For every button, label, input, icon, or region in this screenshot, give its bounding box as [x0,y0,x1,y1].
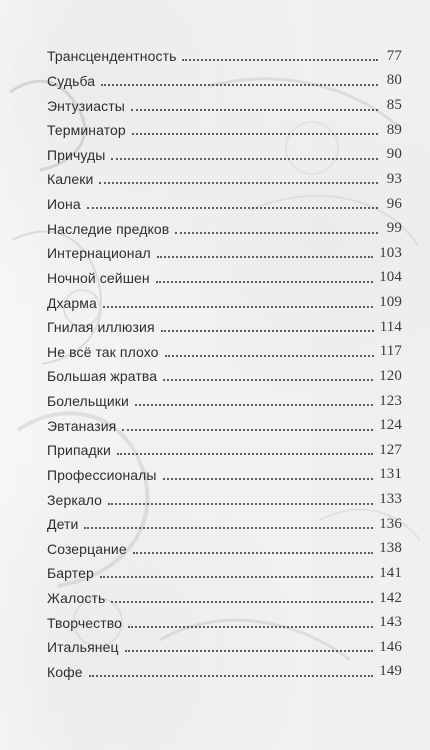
dot-leader [163,379,373,381]
toc-entry-title: Дети [47,516,79,533]
toc-entry[interactable] [47,192,402,217]
toc-entry-page-number: 141 [379,564,402,581]
toc-entry[interactable] [47,266,402,291]
toc-entry-title: Иона [47,196,81,213]
toc-entry-page-number: 109 [379,294,402,311]
table-of-contents [47,44,402,684]
toc-entry-page-number: 114 [379,318,402,335]
toc-entry-title: Гнилая иллюзия [47,319,155,336]
toc-entry-title: Причуды [47,146,106,163]
toc-entry[interactable] [47,610,402,635]
toc-entry-title: Итальянец [47,639,119,656]
toc-entry[interactable] [47,44,402,69]
toc-entry[interactable] [47,561,402,586]
toc-entry[interactable] [47,315,402,340]
toc-entry-title: Профессионалы [47,466,157,483]
toc-entry-page-number: 103 [379,244,402,261]
toc-entry[interactable] [47,487,402,512]
toc-entry-page-number: 96 [386,195,402,212]
toc-entry[interactable] [47,167,402,192]
toc-entry-page-number: 93 [386,170,402,187]
toc-entry-page-number: 149 [379,663,402,680]
dot-leader [99,182,378,184]
toc-entry-page-number: 131 [379,466,402,483]
toc-entry-page-number: 142 [379,589,402,606]
toc-entry-title: Терминатор [47,122,126,139]
toc-entry-title: Трансцендентность [47,48,177,65]
toc-entry-title: Ночной сейшен [47,269,150,286]
dot-leader [128,626,373,628]
toc-entry[interactable] [47,143,402,168]
toc-entry-page-number: 89 [386,121,402,138]
dot-leader [111,601,373,603]
dot-leader [89,675,374,677]
toc-entry-page-number: 117 [379,343,402,360]
toc-entry-page-number: 85 [386,97,402,114]
toc-entry-page-number: 80 [386,72,402,89]
toc-entry-title: Болельщики [47,393,129,410]
toc-entry[interactable] [47,340,402,365]
toc-entry-title: Припадки [47,442,111,459]
toc-entry-title: Не всё так плохо [47,343,159,360]
toc-entry[interactable] [47,413,402,438]
toc-entry[interactable] [47,438,402,463]
dot-leader [117,453,373,455]
dot-leader [111,158,378,160]
toc-entry-page-number: 127 [379,441,402,458]
toc-entry-page-number: 124 [379,417,402,434]
toc-entry[interactable] [47,512,402,537]
toc-entry[interactable] [47,586,402,611]
dot-leader [161,330,374,332]
dot-leader [132,133,378,135]
toc-entry[interactable] [47,216,402,241]
dot-leader [135,404,373,406]
toc-entry-page-number: 120 [379,367,402,384]
dot-leader [163,478,374,480]
toc-entry-page-number: 99 [386,220,402,237]
toc-entry-title: Жалость [47,590,106,607]
toc-entry-title: Созерцание [47,540,127,557]
dot-leader [131,109,378,111]
toc-entry-page-number: 138 [379,540,402,557]
toc-entry-page-number: 77 [386,47,402,64]
toc-entry-title: Зеркало [47,491,103,508]
dot-leader [133,552,373,554]
toc-entry[interactable] [47,69,402,94]
toc-entry-title: Большая жратва [47,368,158,385]
dot-leader [108,503,373,505]
toc-entry-title: Дхарма [47,294,97,311]
dot-leader [165,355,374,357]
toc-entry[interactable] [47,364,402,389]
dot-leader [122,429,373,431]
dot-leader [87,207,378,209]
toc-entry-page-number: 143 [379,614,402,631]
toc-entry-page-number: 136 [379,515,402,532]
toc-entry-title: Энтузиасты [47,97,125,114]
dot-leader [84,527,373,529]
dot-leader [125,650,374,652]
dot-leader [156,281,373,283]
dot-leader [157,256,373,258]
toc-entry-page-number: 133 [379,491,402,508]
dot-leader [103,306,373,308]
toc-entry[interactable] [47,290,402,315]
toc-entry-title: Кофе [47,663,83,680]
toc-entry-title: Интернационал [47,245,151,262]
toc-entry-page-number: 104 [379,269,402,286]
dot-leader [101,84,378,86]
toc-entry-title: Наследие предков [47,220,170,237]
toc-entry[interactable] [47,93,402,118]
toc-entry-page-number: 146 [379,638,402,655]
toc-entry[interactable] [47,118,402,143]
toc-entry-title: Творчество [47,614,123,631]
toc-entry-title: Калеки [47,171,94,188]
toc-entry-title: Эвтаназия [47,417,117,434]
toc-entry-page-number: 123 [379,392,402,409]
toc-entry[interactable] [47,635,402,660]
toc-entry[interactable] [47,463,402,488]
toc-entry[interactable] [47,660,402,685]
dot-leader [175,232,378,234]
toc-entry-page-number: 90 [386,146,402,163]
toc-entry-title: Бартер [47,565,94,582]
toc-entry[interactable] [47,389,402,414]
toc-entry[interactable] [47,241,402,266]
dot-leader [100,576,373,578]
toc-entry[interactable] [47,537,402,562]
toc-entry-title: Судьба [47,72,96,89]
dot-leader [182,59,378,61]
